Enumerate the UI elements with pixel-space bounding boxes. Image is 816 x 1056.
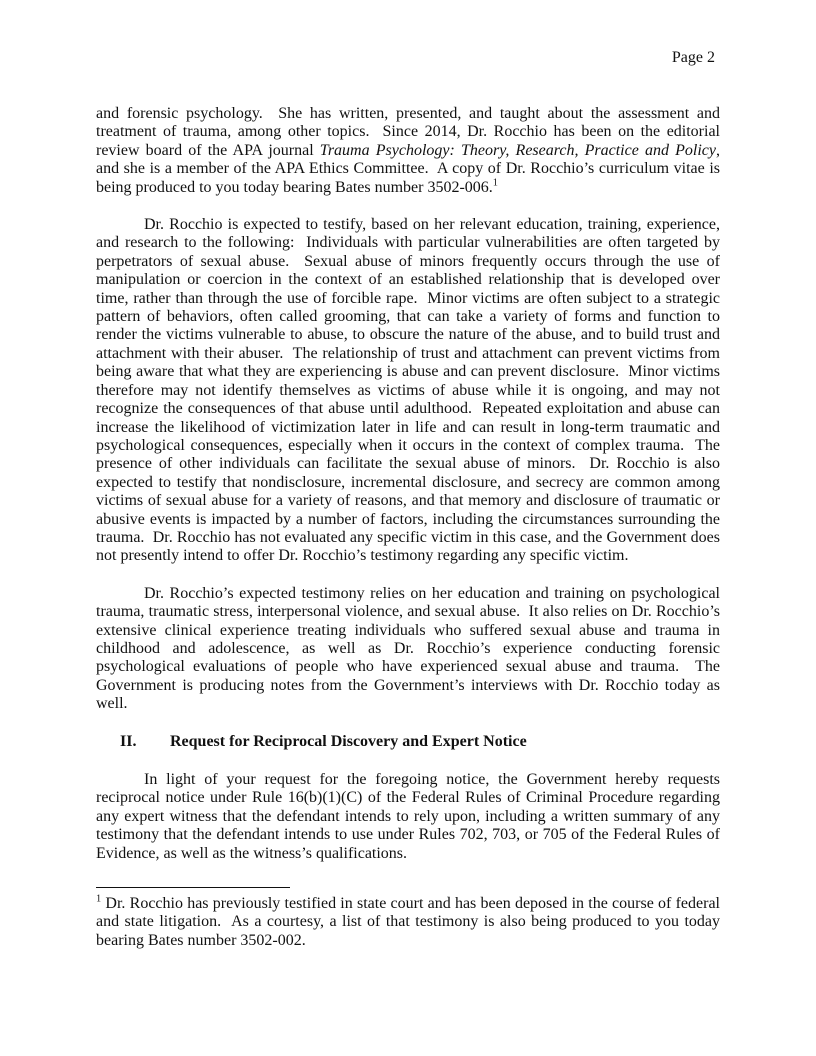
paragraph-1: and forensic psychology. She has written, presented, and taught about the assessment and treatment of trauma, among other topics. Since 2014, Dr. Rocchio has been on the editorial review board of the APA journal Trauma Psychology: Theory, Research, Practice and Policy, and she is a member of the APA Ethics Committee. A copy of Dr. Rocchio’s curriculum vitae is being produced to you today bearing Bates number 3502-006.$^1$ <box>96 105 724 196</box>
section-number: II. <box>120 732 137 750</box>
footnote-block <box>96 887 724 950</box>
section-heading <box>96 733 720 751</box>
document-body <box>96 105 724 882</box>
section-title: Request for Reciprocal Discovery and Expert Notice <box>170 732 527 750</box>
paragraph-3: Dr. Rocchio’s expected testimony relies on her education and training on psychological trauma, traumatic stress, interpersonal violence, and sexual abuse. It also relies on Dr. Rocchio’s extensive clinical experience treating individuals who suffered sexual abuse and trauma in childhood and adolescence, as well as Dr. Rocchio’s experience conducting forensic psychological evaluations of people who have experienced sexual abuse and trauma. The Government is producing notes from the Government’s interviews with Dr. Rocchio today as well. <box>96 584 724 713</box>
page-number: Page 2 <box>671 49 715 66</box>
paragraph-4: In light of your request for the foregoing notice, the Government hereby requests reciprocal notice under Rule 16(b)(1)(C) of the Federal Rules of Criminal Procedure regarding any expert witness that the defendant intends to rely upon, including a written summary of any testimony that the defendant intends to use under Rules 702, 703, or 705 of the Federal Rules of Evidence, as well as the witness’s qualifications. <box>96 771 724 862</box>
paragraph-2: Dr. Rocchio is expected to testify, based on her relevant education, training, experience, and research to the following: Individuals with particular vulnerabilities are often targeted by perpetrators of sexual abuse. Sexual abuse of minors frequently occurs through the use of manipulation or coercion in the context of an established relationship that is developed over time, rather than through the use of forcible rape. Minor victims are often subject to a strategic pattern of behaviors, often called grooming, that can take a variety of forms and function to render the victims vulnerable to abuse, to obscure the nature of the abuse, and to build trust and attachment with their abuser. The relationship of trust and attachment can prevent victims from being aware that what they are experiencing is abuse and can prevent disclosure. Minor victims therefore may not identify themselves as victims of abuse while it is ongoing, and may not recognize the consequences of that abuse until adulthood. Repeated exploitation and abuse can increase the likelihood of victimization later in life and can result in long-term traumatic and psychological consequences, especially when it occurs in the context of complex trauma. The presence of other individuals can facilitate the sexual abuse of minors. Dr. Rocchio is also expected to testify that nondisclosure, incremental disclosure, and secrecy are common among victims of sexual abuse for a variety of reasons, and that memory and disclosure of traumatic or abusive events is impacted by a number of factors, including the circumstances surrounding the trauma. Dr. Rocchio has not evaluated any specific victim in this case, and the Government does not presently intend to offer Dr. Rocchio’s testimony regarding any specific victim. <box>96 216 724 565</box>
footnote-separator <box>96 887 290 888</box>
footnote-1: $^1$ Dr. Rocchio has previously testified in state court and has been deposed in the course of federal and state litigation. As a courtesy, a list of that testimony is also being produced to you today bearing Bates number 3502-002. <box>96 893 724 949</box>
